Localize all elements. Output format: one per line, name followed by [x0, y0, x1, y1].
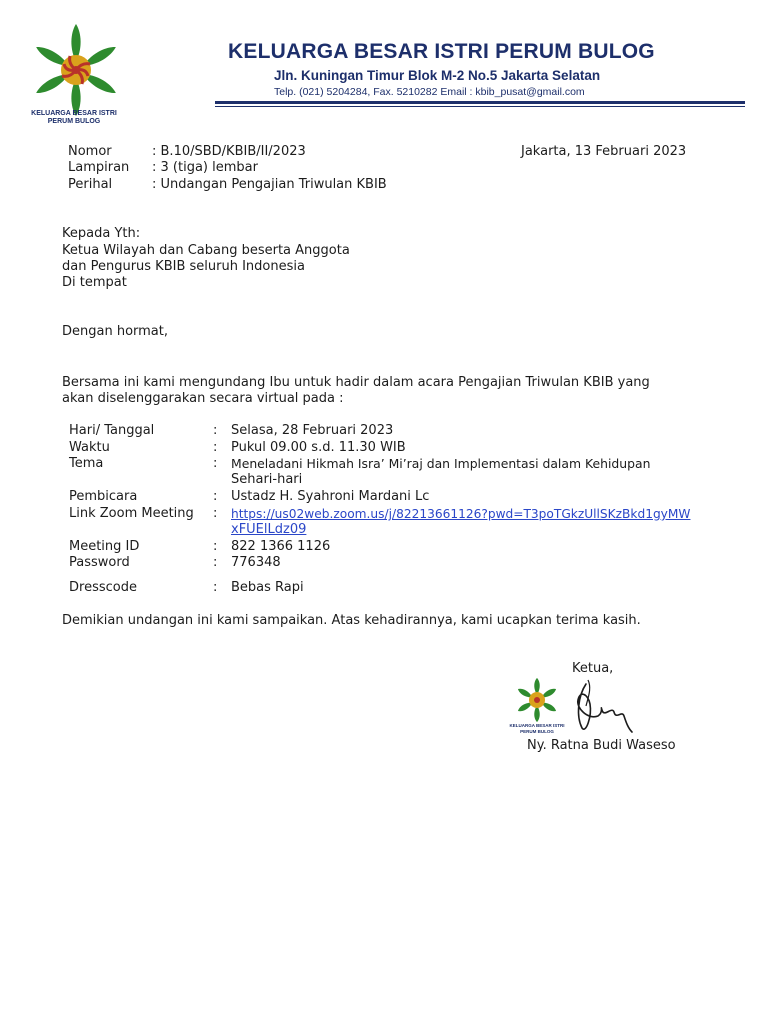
separator: : [213, 456, 218, 471]
nomor-value: : B.10/SBD/KBIB/II/2023 [152, 144, 306, 159]
greeting: Dengan hormat, [62, 324, 169, 339]
recipient-line2: Ketua Wilayah dan Cabang beserta Anggota [62, 243, 350, 258]
tema-label: Tema [69, 456, 104, 471]
closing-text: Demikian undangan ini kami sampaikan. Atas kehadirannya, kami ucapkan terima kasih. [62, 613, 641, 628]
separator: : [213, 506, 218, 521]
perihal-value: : Undangan Pengajian Triwulan KBIB [152, 177, 387, 192]
signatory-name: Ny. Ratna Budi Waseso [527, 738, 676, 753]
tema-value-line2: Sehari-hari [231, 472, 303, 487]
recipient-line4: Di tempat [62, 275, 127, 290]
separator: : [213, 580, 218, 595]
intro-line2: akan diselenggarakan secara virtual pada : [62, 391, 344, 406]
stamp-text-line2: PERUM BULOG [520, 729, 554, 734]
org-name: KELUARGA BESAR ISTRI PERUM BULOG [228, 40, 655, 63]
separator: : [213, 489, 218, 504]
stamp-logo-icon [500, 676, 575, 734]
org-contact: Telp. (021) 5204284, Fax. 5210282 Email : kbib_pusat@gmail.com [274, 86, 585, 98]
hari-value: Selasa, 28 Februari 2023 [231, 423, 394, 438]
logo-text-line2: PERUM BULOG [47, 118, 101, 124]
kbib-logo-icon [18, 20, 148, 124]
header-divider [215, 101, 745, 104]
signature-title: Ketua, [572, 661, 614, 676]
org-address: Jln. Kuningan Timur Blok M-2 No.5 Jakarta Selatan [274, 68, 601, 83]
dresscode-value: Bebas Rapi [231, 580, 304, 595]
dresscode-label: Dresscode [69, 580, 137, 595]
zoom-link-cont[interactable]: xFUElLdz09 [231, 522, 307, 537]
zoom-link[interactable]: https://us02web.zoom.us/j/82213661126?pwd=T3poTGkzUllSKzBkd1gyMW [231, 507, 691, 521]
separator: : [213, 539, 218, 554]
nomor-label: Nomor [68, 144, 112, 159]
meeting-id-value: 822 1366 1126 [231, 539, 331, 554]
waktu-label: Waktu [69, 440, 110, 455]
header-divider-thin [215, 106, 745, 107]
separator: : [213, 423, 218, 438]
separator: : [213, 555, 218, 570]
separator: : [213, 440, 218, 455]
perihal-label: Perihal [68, 177, 113, 192]
stamp-text-line1: KELUARGA BESAR ISTRI [509, 723, 565, 728]
recipient-line1: Kepada Yth: [62, 226, 141, 241]
logo-text-line1: KELUARGA BESAR ISTRI [31, 110, 117, 117]
waktu-value: Pukul 09.00 s.d. 11.30 WIB [231, 440, 406, 455]
pembicara-value: Ustadz H. Syahroni Mardani Lc [231, 489, 430, 504]
recipient-line3: dan Pengurus KBIB seluruh Indonesia [62, 259, 305, 274]
password-label: Password [69, 555, 130, 570]
pembicara-label: Pembicara [69, 489, 138, 504]
place-date: Jakarta, 13 Februari 2023 [521, 144, 687, 159]
lampiran-value: : 3 (tiga) lembar [152, 160, 258, 175]
intro-line1: Bersama ini kami mengundang Ibu untuk hadir dalam acara Pengajian Triwulan KBIB yang [62, 375, 650, 390]
password-value: 776348 [231, 555, 281, 570]
tema-value-line1: Meneladani Hikmah Isra’ Mi’raj dan Implementasi dalam Kehidupan [231, 456, 651, 471]
hari-label: Hari/ Tanggal [69, 423, 155, 438]
zoom-label: Link Zoom Meeting [69, 506, 194, 521]
signature-scribble [568, 676, 638, 742]
meeting-id-label: Meeting ID [69, 539, 140, 554]
lampiran-label: Lampiran [68, 160, 130, 175]
